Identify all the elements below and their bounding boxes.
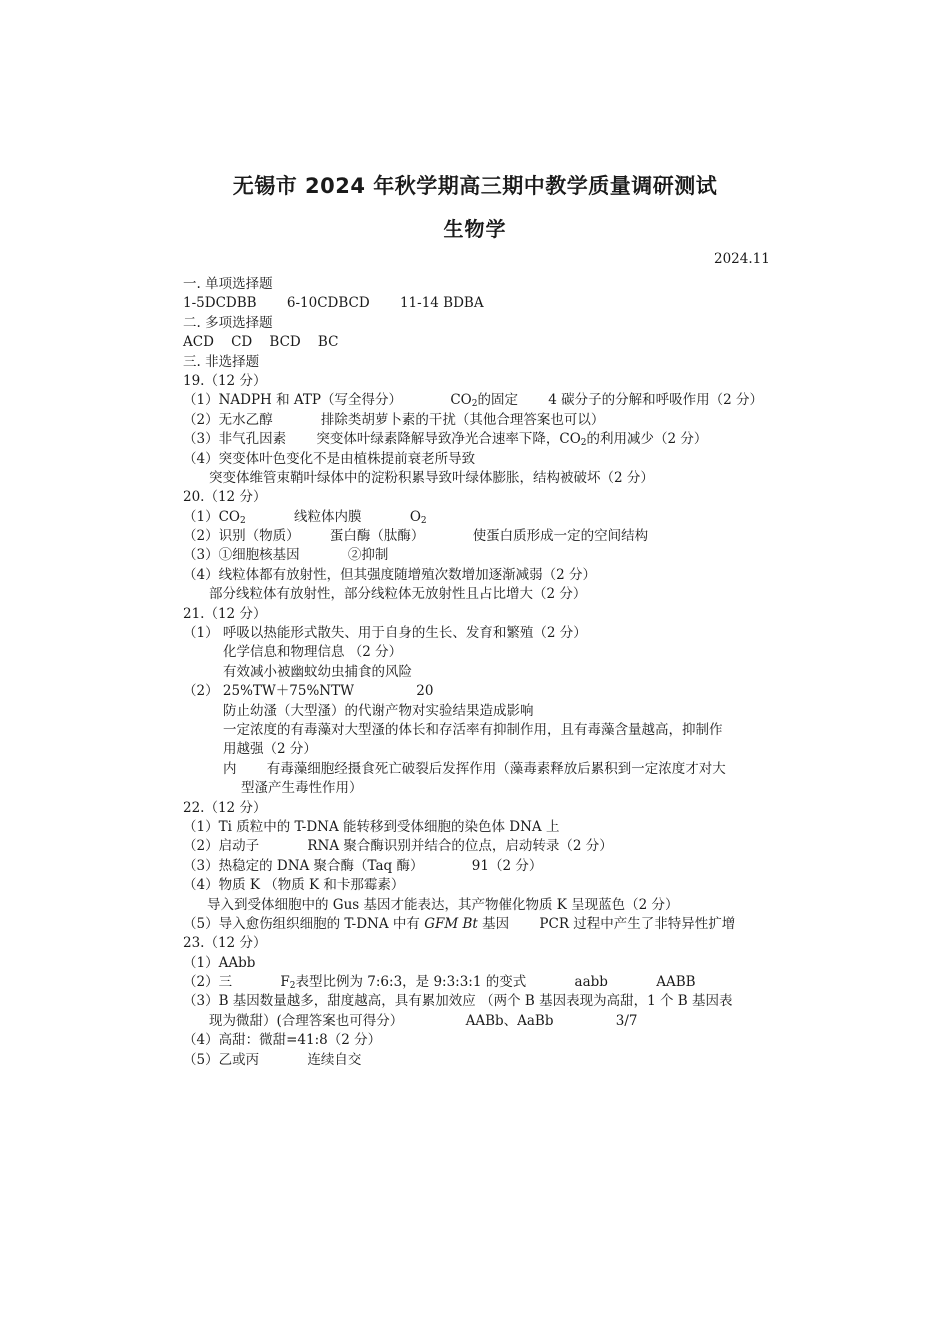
answer-text: 有毒藻细胞经摄食死亡破裂后发挥作用（藻毒素释放后累积到一定浓度才对大	[266, 760, 726, 777]
answer-text: 内	[223, 760, 237, 777]
answer-line	[183, 391, 783, 410]
answer-line: （4）突变体叶色变化不是由植株提前衰老所导致	[183, 450, 476, 467]
answer-text: ②抑制	[347, 547, 389, 564]
question-heading: 22.（12 分）	[183, 799, 267, 816]
answer-line	[183, 624, 783, 643]
answer-group: 1-5DCDBB	[183, 295, 257, 312]
answer-text: 25%TW＋75%NTW	[222, 683, 354, 700]
question-heading: 19.（12 分）	[183, 372, 267, 389]
question-heading: 21.（12 分）	[183, 605, 267, 622]
exam-date: 2024.11	[714, 251, 770, 267]
answer-line: 导入到受体细胞中的 Gus 基因才能表达，其产物催化物质 K 呈现蓝色（2 分）	[207, 896, 679, 913]
answer-text: 使蛋白质形成一定的空间结构	[472, 528, 649, 545]
answer-text: PCR 过程中产生了非特异性扩增	[539, 915, 736, 932]
answer-group: BC	[317, 334, 339, 351]
answer-line	[183, 857, 783, 876]
answer-line	[183, 508, 783, 527]
gene-name: GFM Bt	[424, 915, 478, 932]
answer-group: ACD	[183, 334, 214, 351]
answer-text: aabb	[574, 974, 608, 991]
answer-text: （1）	[183, 625, 219, 642]
answer-line	[183, 430, 783, 449]
answer-text: 连续自交	[307, 1051, 362, 1068]
answer-text: （5）乙或丙	[183, 1051, 260, 1068]
section-heading: 一. 单项选择题	[183, 276, 273, 292]
answer-text: （2）	[183, 683, 219, 700]
answer-line	[183, 973, 783, 992]
answer-line	[183, 760, 783, 779]
answer-content	[183, 275, 783, 1070]
answer-line: 型溞产生毒性作用）	[241, 780, 363, 797]
answer-text: $CO_2$的固定	[450, 392, 518, 410]
answer-line	[183, 411, 783, 430]
answer-text: 20	[416, 683, 434, 700]
answer-text: （2）识别（物质）	[183, 528, 300, 545]
answer-text: 线粒体内膜	[294, 508, 362, 525]
question-heading: 20.（12 分）	[183, 489, 267, 506]
answer-line	[183, 682, 783, 701]
answer-text: （2）三	[183, 974, 233, 991]
answer-text: 4 碳分子的分解和呼吸作用（2 分）	[548, 392, 764, 409]
answer-text: RNA 聚合酶识别并结合的位点，启动转录（2 分）	[307, 838, 613, 855]
answer-text: 基因	[482, 915, 510, 932]
answer-group: CD	[231, 334, 253, 351]
section-heading: 三. 非选择题	[183, 353, 260, 370]
page-title: 无锡市 2024 年秋学期高三期中教学质量调研测试	[232, 174, 718, 198]
answer-line: （1）AAbb	[183, 954, 256, 971]
answer-line: 一定浓度的有毒藻对大型溞的体长和存活率有抑制作用，且有毒藻含量越高，抑制作	[223, 721, 723, 738]
answer-text: $F_2$表型比例为 7:6:3，是 9:3:3:1 的变式	[280, 974, 527, 992]
answer-text: 蛋白酶（肽酶）	[329, 528, 425, 545]
answer-text: （2）启动子	[183, 838, 260, 855]
answer-line	[183, 546, 783, 565]
answer-line: 有效减小被幽蚊幼虫捕食的风险	[223, 663, 412, 680]
answer-line: 用越强（2 分）	[223, 741, 317, 758]
section-heading: 二. 多项选择题	[183, 314, 273, 331]
answer-line	[183, 837, 783, 856]
answer-text: 现为微甜）(合理答案也可得分）	[209, 1012, 404, 1029]
answer-text: 呼吸以热能形式散失、用于自身的生长、发育和繁殖（2 分）	[222, 625, 587, 642]
answer-line	[183, 527, 783, 546]
answer-text: AABb、AaBb	[465, 1012, 554, 1029]
answer-text: $(1)CO_2$	[183, 508, 246, 526]
answer-text: 排除类胡萝卜素的干扰（其他合理答案也可以）	[320, 411, 605, 428]
answer-line: （4）高甜：微甜=41:8（2 分）	[183, 1032, 382, 1049]
answer-text: AABB	[656, 974, 696, 991]
answer-line: 防止幼溞（大型溞）的代谢产物对实验结果造成影响	[223, 702, 534, 719]
answer-line: 化学信息和物理信息 （2 分）	[223, 644, 403, 661]
answer-line: （3）B 基因数量越多，甜度越高，具有累加效应 （两个 B 基因表现为高甜，1 个 B 基因表	[183, 993, 733, 1010]
answer-line: 部分线粒体有放射性，部分线粒体无放射性且占比增大（2 分）	[209, 586, 587, 603]
answer-group: BCD	[269, 334, 301, 351]
single-choice-answers	[183, 294, 783, 313]
answer-line	[183, 915, 783, 934]
answer-text: （3）①细胞核基因	[183, 547, 300, 564]
answer-text: （5）导入愈伤组织细胞的 T-DNA 中有	[183, 915, 420, 932]
answer-line: 突变体维管束鞘叶绿体中的淀粉积累导致叶绿体膨胀，结构被破坏（2 分）	[209, 469, 654, 486]
subject-title: 生物学	[443, 217, 507, 241]
answer-text: （3）热稳定的 DNA 聚合酶（Taq 酶）	[183, 857, 424, 874]
answer-line: （4）线粒体都有放射性，但其强度随增殖次数增加逐渐减弱（2 分）	[183, 566, 596, 583]
answer-line: （4）物质 K （物质 K 和卡那霉素）	[183, 877, 405, 894]
answer-text: 91（2 分）	[471, 857, 543, 874]
answer-line: （1）Ti 质粒中的 T-DNA 能转移到受体细胞的染色体 DNA 上	[183, 818, 560, 835]
multi-choice-answers	[183, 333, 783, 352]
answer-line	[183, 1051, 783, 1070]
answer-text: （2）无水乙醇	[183, 411, 273, 428]
answer-text: 3/7	[615, 1012, 638, 1029]
question-heading: 23.（12 分）	[183, 935, 267, 952]
answer-group: 11-14 BDBA	[399, 295, 484, 312]
answer-group: 6-10CDBCD	[286, 295, 370, 312]
answer-line	[183, 1012, 783, 1031]
answer-text: $O_2$	[409, 508, 427, 526]
answer-text: 突变体叶绿素降解导致净光合速率下降，$CO_2$的利用减少（2 分）	[316, 431, 708, 449]
answer-text: （1）NADPH 和 ATP（写全得分）	[183, 392, 403, 409]
answer-text: （3）非气孔因素	[183, 431, 287, 448]
